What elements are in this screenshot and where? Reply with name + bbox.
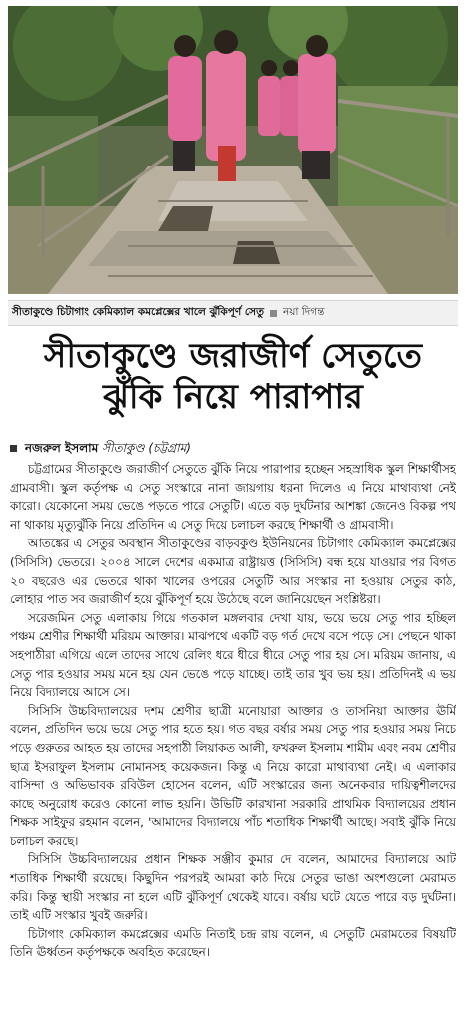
square-bullet-icon — [10, 445, 17, 452]
news-photo — [8, 6, 458, 294]
paragraph: সরেজমিন সেতু এলাকায় গিয়ে গতকাল মঙ্গলবার দেখা যায়, ভয়ে ভয়ে সেতু পার হচ্ছিল পঞ্চম শ্রেণীর শিক্ষার্থী মরিয়ম আক্তার। মাঝপথে একটি বড় গর্ত দেখে বসে পড়ে সে। পেছনে থাকা সহপাঠীরা এগিয়ে এলে তাদের সাথে রেলিং ধরে ধীরে ধীরে সেতু পার হয় সে। মরিয়ম জানায়, এ সেতু পার হওয়ার সময় মনে হয় যেন ভেঙে পড়ে যাচ্ছে। তাই তার খুব ভয় হয়। প্রতিদিনই এ ভয় নিয়ে বিদ্যালয়ে আসে সে। — [10, 610, 456, 700]
byline-place: সীতাকুণ্ড (চট্টগ্রাম) — [102, 441, 191, 455]
headline-line-2: ঝুঁকি নিয়ে পারাপার — [103, 376, 363, 417]
paragraph: চিটাগাং কেমিক্যাল কমপ্লেক্সের এমডি নিতাই চন্দ্র রায় বলেন, এ সেতুটি মেরামতের বিষয়টি তিনি ঊর্ধ্বতন কর্তৃপক্ষকে অবহিত করেছেন। — [10, 926, 456, 960]
byline-author: নজরুল ইসলাম — [24, 441, 99, 455]
headline — [10, 336, 456, 418]
paragraph: চট্টগ্রামের সীতাকুণ্ডে জরাজীর্ণ সেতুতে ঝুঁকি নিয়ে পারাপার হচ্ছেন সহস্রাধিক স্কুল শিক্ষার্থীসহ গ্রামবাসী। স্কুল কর্তৃপক্ষ এ সেতু সংস্কারে নানা জায়গায় ধরনা দিলেও এ নিয়ে মাথাব্যথা নেই কারো। যেকোনো সময় ভেঙে পড়তে পারে সেতুটি। এতে বড় দুর্ঘটনার আশঙ্কা জেনেও বিকল্প পথ না থাকায় মৃত্যুঝুঁকি নিয়ে প্রতিদিন এ সেতু দিয়ে চলাচল করছে শিক্ষার্থী ও গ্রামবাসী। — [10, 462, 456, 532]
caption-text: সীতাকুণ্ডে চিটাগাং কেমিক্যাল কমপ্লেক্সের খালে ঝুঁকিপূর্ণ সেতু — [12, 305, 264, 318]
caption-source: নয়া দিগন্ত — [282, 305, 325, 318]
bridge-scene-image — [8, 6, 458, 294]
paragraph: সিসিসি উচ্চবিদ্যালয়ের দশম শ্রেণীর ছাত্রী মনোয়ারা আক্তার ও তাসনিয়া আক্তার ঊর্মি বলেন, প্রতিদিন ভয়ে ভয়ে সেতু পার হতে হয়। গত বছর বর্ষার সময় সেতু পার হওয়ার সময় নিচে পড়ে গুরুতর আহত হয় তাদের সহপাঠী লিয়াকত আলী, ফখরুল ইসলাম শামীম এবং নবম শ্রেণীর ছাত্র ইসরাফুল ইসলাম নোমানসহ কয়েকজন। কিন্তু এ নিয়ে কারো মাথাব্যথা নেই। এ এলাকার বাসিন্দা ও অভিভাবক রবিউল হোসেন বলেন, এটি সংস্কারের জন্য অনেকবার দায়িত্বশীলদের কাছে অনুরোধ করেও কোনো লাভ হয়নি। উভিটি কারখানা সরকারি প্রাথমিক বিদ্যালয়ের প্রধান শিক্ষক সাইফুর রহমান বলেন, 'আমাদের বিদ্যালয়ে পাঁচ শতাধিক শিক্ষার্থী আছে। সবাই ঝুঁকি নিয়ে চলাচল করছে। — [10, 703, 456, 848]
paragraph: আতঙ্কের এ সেতুর অবস্থান সীতাকুণ্ডের বাড়বকুণ্ড ইউনিয়নের চিটাগাং কেমিক্যাল কমপ্লেক্সের (সিসিসি) ভেতরে। ২০০৪ সালে দেশের একমাত্র রাষ্ট্রায়ত্ত (সিসিসি) বন্ধ হয়ে যাওয়ার পর বিগত ২০ বছরেও এর ভেতরে থাকা খালের ওপরের সেতুটি আর সংস্কার না হওয়ায় সেতুর কাঠ, লোহার পাত সব জরাজীর্ণ হয়ে ঝুঁকিপূর্ণ হয়ে উঠেছে বলে জানিয়েছেন সংশ্লিষ্টরা। — [10, 536, 456, 607]
headline-line-1: সীতাকুণ্ডে জরাজীর্ণ সেতুতে — [43, 336, 423, 376]
paragraph: সিসিসি উচ্চবিদ্যালয়ের প্রধান শিক্ষক সঞ্জীব কুমার দে বলেন, আমাদের বিদ্যালয়ে আট শতাধিক শিক্ষার্থী রয়েছে। কিছুদিন পরপরই আমরা কাঠ দিয়ে সেতুর ভাঙা অংশগুলো মেরামত করি। কিন্তু স্থায়ী সংস্কার না হলে এটি ঝুঁকিপূর্ণ থেকেই যাবে। বর্ষায় ঘটে যেতে পারে বড় দুর্ঘটনা। তাই এটি সংস্কার খুবই জরুরি। — [10, 852, 456, 923]
photo-caption — [8, 300, 458, 326]
byline — [10, 440, 456, 460]
square-bullet-icon — [270, 310, 277, 317]
article-body — [10, 460, 456, 1020]
